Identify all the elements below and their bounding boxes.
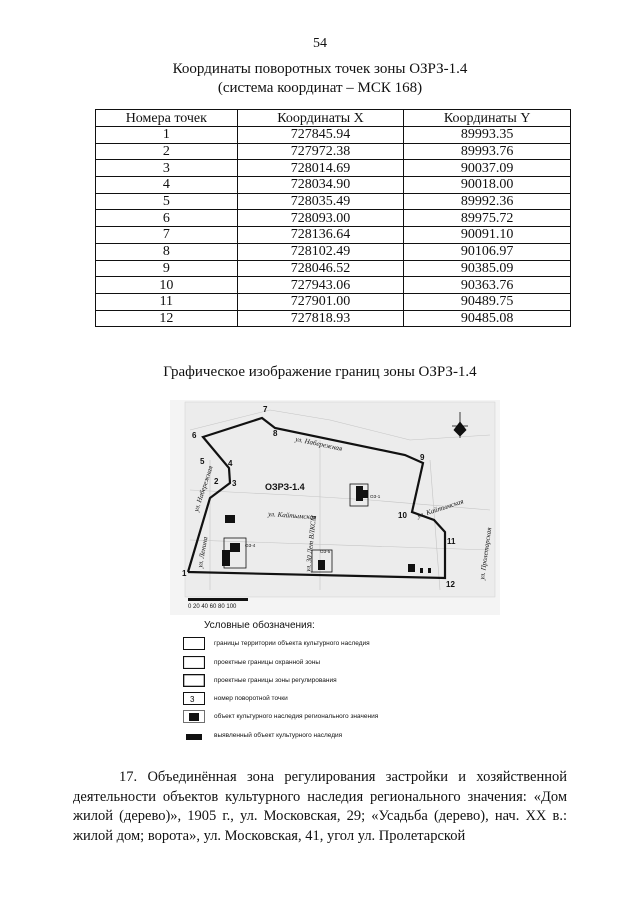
header-coord-y: Координаты Y (404, 110, 571, 127)
coord-y-cell: 90091.10 (404, 227, 571, 244)
coord-x-cell: 728035.49 (237, 193, 404, 210)
legend-label: границы территории объекта культурного наследия (214, 640, 370, 647)
coord-x-cell: 728034.90 (237, 177, 404, 194)
coord-y-cell: 89993.35 (404, 127, 571, 144)
point-label: 3 (232, 479, 237, 488)
legend-symbol (183, 692, 205, 705)
point-number-cell: 7 (96, 227, 238, 244)
legend-symbol (183, 637, 205, 650)
street-label: ул. Ленина (196, 536, 210, 569)
point-number-cell: 9 (96, 260, 238, 277)
table-row (96, 193, 571, 210)
coord-x-cell: 727943.06 (237, 277, 404, 294)
table-row (96, 260, 571, 277)
scale-label: 0 20 40 60 80 100 (188, 604, 237, 610)
coord-y-cell: 90018.00 (404, 177, 571, 194)
point-label: 1 (182, 569, 187, 578)
body-paragraph: 17. Объединённая зона регулирования застройки и хозяйственной деятельности объектов культурного наследия регионального значения: «Дом жилой (дерево)», 1905 г., ул. Московская, 29; «Усадьба (дерево), нач. XX в.: жилой дом; ворота», ул. Московская, 41, угол ул. Пролетарской (73, 769, 567, 844)
street-label: ул. Пролетарская (478, 526, 494, 581)
point-label: 6 (192, 431, 197, 440)
header-coord-x: Координаты X (237, 110, 404, 127)
coord-x-cell: 727972.38 (237, 143, 404, 160)
coord-x-cell: 728046.52 (237, 260, 404, 277)
legend-symbol (183, 710, 205, 723)
table-row (96, 227, 571, 244)
map-title: Графическое изображение границ зоны ОЗРЗ-1.4 (163, 364, 477, 380)
coord-x-cell: 727818.93 (237, 310, 404, 327)
point-label: 4 (228, 459, 233, 468)
street-label: ул. Кайтымская (416, 497, 465, 520)
coord-y-cell: 89993.76 (404, 143, 571, 160)
legend-label: проектные границы охранной зоны (214, 659, 320, 666)
coord-y-cell: 89975.72 (404, 210, 571, 227)
point-number-cell: 4 (96, 177, 238, 194)
table-title (0, 60, 640, 98)
point-number-cell: 3 (96, 160, 238, 177)
coord-y-cell: 90037.09 (404, 160, 571, 177)
table-row (96, 127, 571, 144)
point-number-cell: 11 (96, 293, 238, 310)
page-number: 54 (313, 36, 327, 51)
street-label: ул. Кайтымская (267, 510, 317, 522)
point-label: 12 (446, 580, 455, 589)
point-number-cell: 5 (96, 193, 238, 210)
legend-symbol (183, 729, 205, 742)
coord-x-cell: 727845.94 (237, 127, 404, 144)
point-label: 10 (398, 511, 407, 520)
table-row (96, 277, 571, 294)
table-row (96, 243, 571, 260)
object-label: ОЗ-1 (370, 494, 381, 499)
coord-x-cell: 728102.49 (237, 243, 404, 260)
point-number-cell: 10 (96, 277, 238, 294)
coord-y-cell: 89992.36 (404, 193, 571, 210)
legend-label: объект культурного наследия регионального значения (214, 713, 379, 720)
table-row (96, 293, 571, 310)
legend-label: выявленный объект культурного наследия (214, 732, 343, 739)
coord-y-cell: 90485.08 (404, 310, 571, 327)
header-point-number: Номера точек (96, 110, 238, 127)
coord-y-cell: 90106.97 (404, 243, 571, 260)
point-label: 9 (420, 453, 425, 462)
coord-y-cell: 90489.75 (404, 293, 571, 310)
street-label: ул. Набережная (192, 464, 215, 513)
object-label: ОЗ-4 (245, 543, 256, 548)
table-row (96, 310, 571, 327)
coord-y-cell: 90363.76 (404, 277, 571, 294)
table-row (96, 210, 571, 227)
zone-label: ОЗРЗ-1.4 (265, 482, 305, 492)
point-label: 7 (263, 405, 268, 414)
zone-boundary-map (170, 400, 500, 615)
coord-y-cell: 90385.09 (404, 260, 571, 277)
point-label: 5 (200, 457, 205, 466)
point-label: 2 (214, 477, 219, 486)
coord-x-cell: 728014.69 (237, 160, 404, 177)
legend-point-example: 3 (190, 695, 195, 704)
point-number-cell: 2 (96, 143, 238, 160)
table-row (96, 160, 571, 177)
street-label: ул. 30 Лет ВЛКСМ (304, 515, 318, 573)
coordinates-table (95, 109, 571, 327)
table-header-row (96, 110, 571, 127)
legend-title: Условные обозначения: (204, 620, 315, 631)
street-label: ул. Набережная (294, 435, 344, 453)
coord-x-cell: 728093.00 (237, 210, 404, 227)
point-label: 11 (447, 537, 456, 546)
table-row (96, 143, 571, 160)
object-label: ОЗ-5 (320, 549, 331, 554)
coord-x-cell: 728136.64 (237, 227, 404, 244)
table-title-line2: (система координат – МСК 168) (217, 80, 423, 96)
legend-label: номер поворотной точки (214, 695, 288, 702)
point-label: 8 (273, 429, 278, 438)
point-number-cell: 8 (96, 243, 238, 260)
table-row (96, 177, 571, 194)
point-number-cell: 1 (96, 127, 238, 144)
legend-symbol (183, 656, 205, 669)
point-number-cell: 6 (96, 210, 238, 227)
legend-symbol (183, 674, 205, 687)
point-number-cell: 12 (96, 310, 238, 327)
legend-label: проектные границы зоны регулирования (214, 677, 337, 684)
coord-x-cell: 727901.00 (237, 293, 404, 310)
table-title-line1: Координаты поворотных точек зоны ОЗРЗ-1.4 (172, 61, 468, 77)
